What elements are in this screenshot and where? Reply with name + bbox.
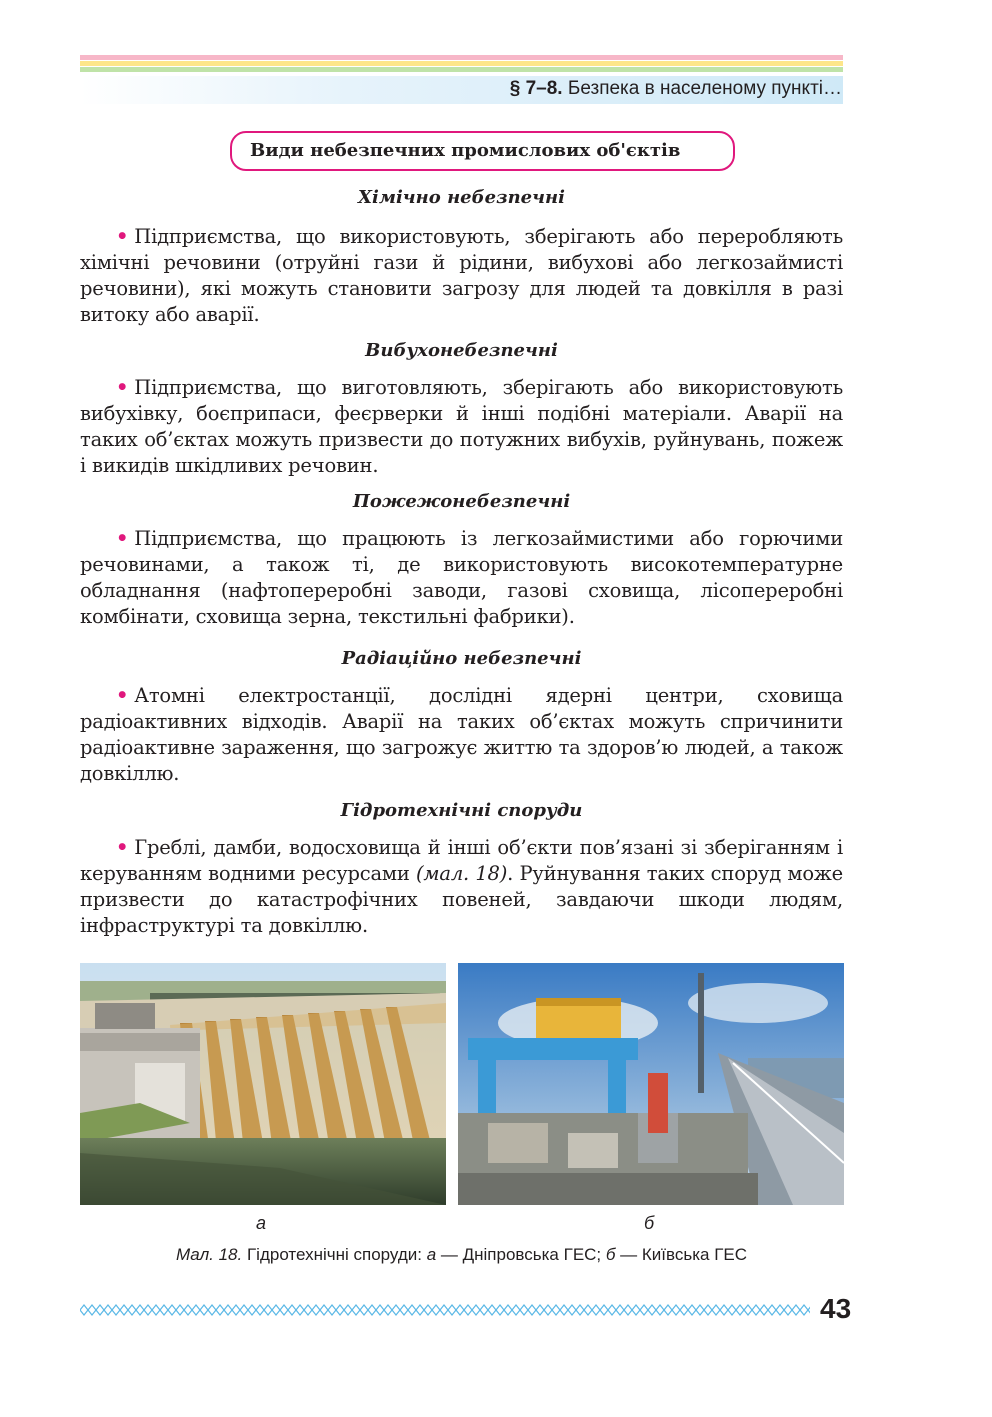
paragraph-text: Атомні електростанції, дослідні ядерні центри, сховища радіоактивних відходів. Аварії на таких об’єктах можуть спричинити радіоактивне зараження, що загрожує життю та здоров’ю людей, а також довкіллю. [80, 684, 843, 785]
bullet-icon: • [116, 684, 129, 707]
paragraph-radiation [80, 683, 843, 787]
paragraph-hydro [80, 835, 843, 939]
paragraph-chemical [80, 224, 843, 328]
figure-reference: (мал. 18) [416, 862, 508, 885]
bullet-icon: • [116, 376, 129, 399]
section-number: § 7–8. [509, 78, 563, 99]
caption-a: а [426, 1245, 437, 1264]
figure-label-b: б [644, 1213, 655, 1233]
caption-b-text: — Київська ГЕС [615, 1245, 748, 1264]
footer-wave-decoration [80, 1301, 810, 1319]
paragraph-text-end: . Руйнування таких споруд може призвести до катастрофічних повеней, завдаючи шкоди людям, інфраструктурі та довкіллю. [80, 862, 844, 937]
paragraph-text: Греблі, дамби, водосховища й інші об’єкти пов’язані зі зберіганням і керуванням водними ресурсами [80, 836, 843, 885]
bullet-icon: • [116, 836, 129, 859]
page-number: 43 [820, 1293, 852, 1324]
paragraph-fire [80, 526, 843, 630]
paragraph-text: Підприємства, що виготовляють, зберігають або використовують вибухівку, боєприпаси, феєрверки й інші подібні матеріали. Аварії на таких об’єктах можуть призвести до потужних вибухів, руйнувань, пожеж і викидів шкідливих речовин. [80, 376, 843, 477]
photo-dnipro-hes [80, 963, 446, 1205]
paragraph-text: Підприємства, що працюють із легкозаймистими або горючими речовинами, а також ті, де використовують високотемпературне обладнання (нафтопереробні заводи, газові сховища, лісопереробні комбінати, сховища зерна, текстильні фабрики). [80, 527, 843, 628]
caption-b: б [605, 1245, 616, 1264]
subheading-explosive: Вибухонебезпечні [365, 340, 558, 361]
subheading-radiation: Радіаційно небезпечні [341, 648, 582, 669]
figure-caption [80, 1245, 843, 1265]
section-box-title: Види небезпечних промислових об'єктів [230, 131, 735, 171]
section-title: Безпека в населеному пункті… [567, 78, 842, 99]
caption-text: Гідротехнічні споруди: [242, 1245, 427, 1264]
bullet-icon: • [116, 225, 129, 248]
photo-kyiv-hes [458, 963, 844, 1205]
caption-prefix: Мал. 18. [175, 1245, 243, 1264]
subheading-hydro: Гідротехнічні споруди [340, 800, 583, 821]
running-header [510, 78, 842, 100]
figure-label-a: а [256, 1213, 267, 1233]
caption-a-text: — Дніпровська ГЕС; [436, 1245, 606, 1264]
paragraph-explosive [80, 375, 843, 479]
bullet-icon: • [116, 527, 129, 550]
subheading-chemical: Хімічно небезпечні [358, 187, 565, 208]
subheading-fire: Пожежонебезпечні [352, 491, 571, 512]
header-color-bands [80, 55, 843, 73]
paragraph-text: Підприємства, що використовують, зберігають або переробляють хімічні речовини (отруйні гази й рідини, вибухові або легкозаймисті речовини), які можуть становити загрозу для людей та довкілля в разі витоку або аварії. [80, 225, 843, 326]
